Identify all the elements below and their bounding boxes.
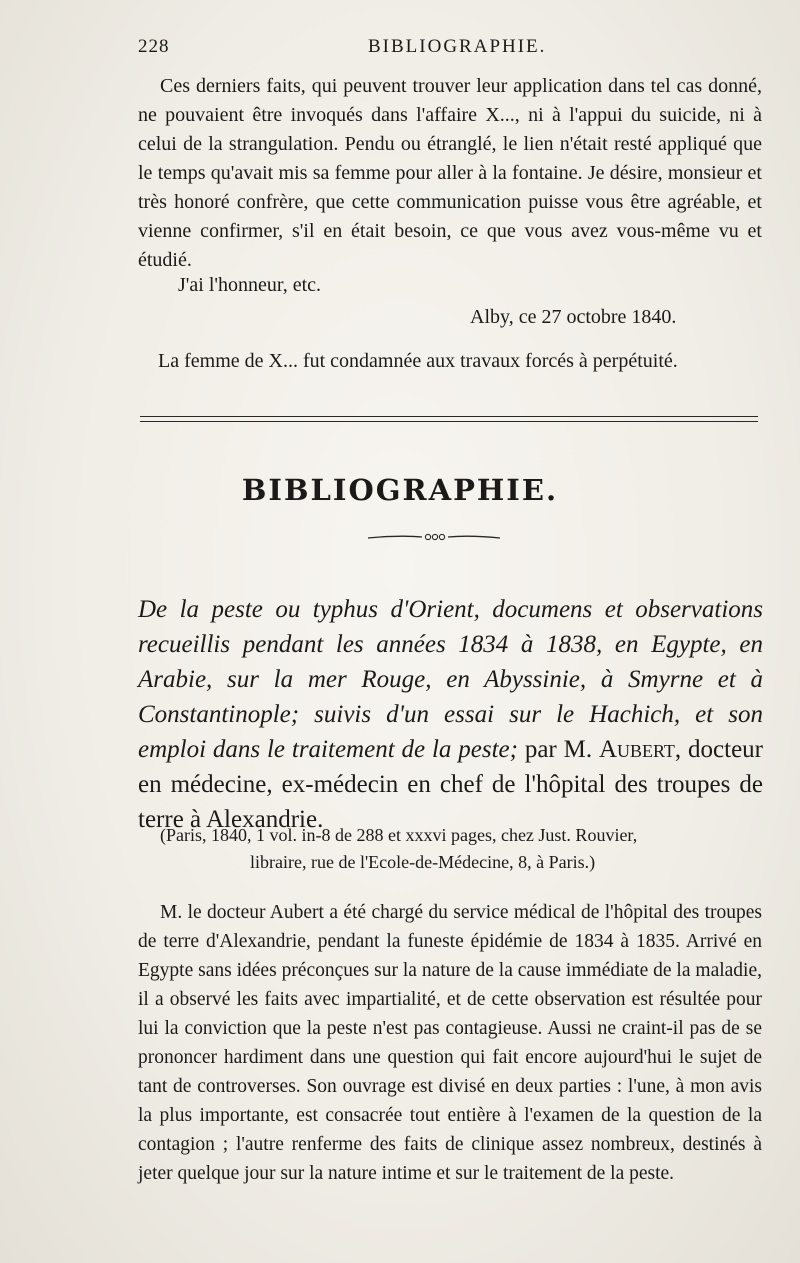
running-head xyxy=(138,36,758,62)
book-author-description: , docteur en médecine, ex-médecin en chef de l'hôpital des troupes de terre à Alexandrie. xyxy=(138,736,763,833)
book-author-name: Aubert xyxy=(598,736,675,763)
running-title: BIBLIOGRAPHIE. xyxy=(368,36,547,57)
letter-place-date: Alby, ce 27 octobre 1840. xyxy=(470,306,677,328)
section-title: BIBLIOGRAPHIE. xyxy=(241,473,559,507)
book-citation xyxy=(138,592,763,837)
review-paragraph: M. le docteur Aubert a été chargé du service médical de l'hôpital des troupes de terre d'Alexandrie, pendant la funeste épidémie de 1834 à 1835. Arrivé en Egypte sans idées préconçues sur la nature de la cause immédiate de la maladie, il a observé les faits avec impartialité, et de cette observation est résultée pour lui la conviction que la peste n'est pas contagieuse. Aussi ne craint-il pas de se prononcer hardiment dans une question qui fait encore aujourd'hui le sujet de tant de controverses. Son ouvrage est divisé en deux parties : l'une, à mon avis la plus importante, est consacrée tout entière à l'examen de la question de la contagion ; l'autre renferme des faits de clinique assez nombreux, destinés à jeter quelque jour sur la nature intime et sur le traitement de la peste. xyxy=(138,902,762,1184)
book-author-prefix: par M. xyxy=(524,736,593,763)
publication-info xyxy=(160,822,760,876)
book-title: De la peste ou typhus d'Orient, documens et observations recueillis pendant les années 1834 à 1838, en Egypte, en Arabie, sur la mer Rouge, en Abyssinie, à Smyrne et à Constantinople; suivis d'un essai sur le Hachich, et son emploi dans le traitement de la peste; xyxy=(138,596,763,763)
section-divider-bottom xyxy=(140,421,758,422)
ornament-flourish-icon xyxy=(360,527,510,547)
verdict-line: La femme de X... fut condamnée aux travaux forcés à perpétuité. xyxy=(158,350,678,372)
publication-line-1: (Paris, 1840, 1 vol. in-8 de 288 et xxxvi pages, chez Just. Rouvier, xyxy=(160,825,638,845)
publication-line-2: libraire, rue de l'Ecole-de-Médecine, 8, à Paris.) xyxy=(250,852,596,872)
letter-closing: J'ai l'honneur, etc. xyxy=(178,274,322,296)
letter-paragraph: Ces derniers faits, qui peuvent trouver leur application dans tel cas donné, ne pouvaient être invoqués dans l'affaire X..., ni à l'appui du suicide, ni à celui de la strangulation. Pendu ou étranglé, le lien n'était resté appliqué que le temps qu'avait mis sa femme pour aller à la fontaine. Je désire, monsieur et très honoré confrère, que cette communication puisse vous être agréable, et vienne confirmer, s'il en était besoin, ce que vous avez vous-même vu et étudié. xyxy=(138,75,762,271)
page-number: 228 xyxy=(138,36,170,57)
section-divider-top xyxy=(140,416,758,417)
